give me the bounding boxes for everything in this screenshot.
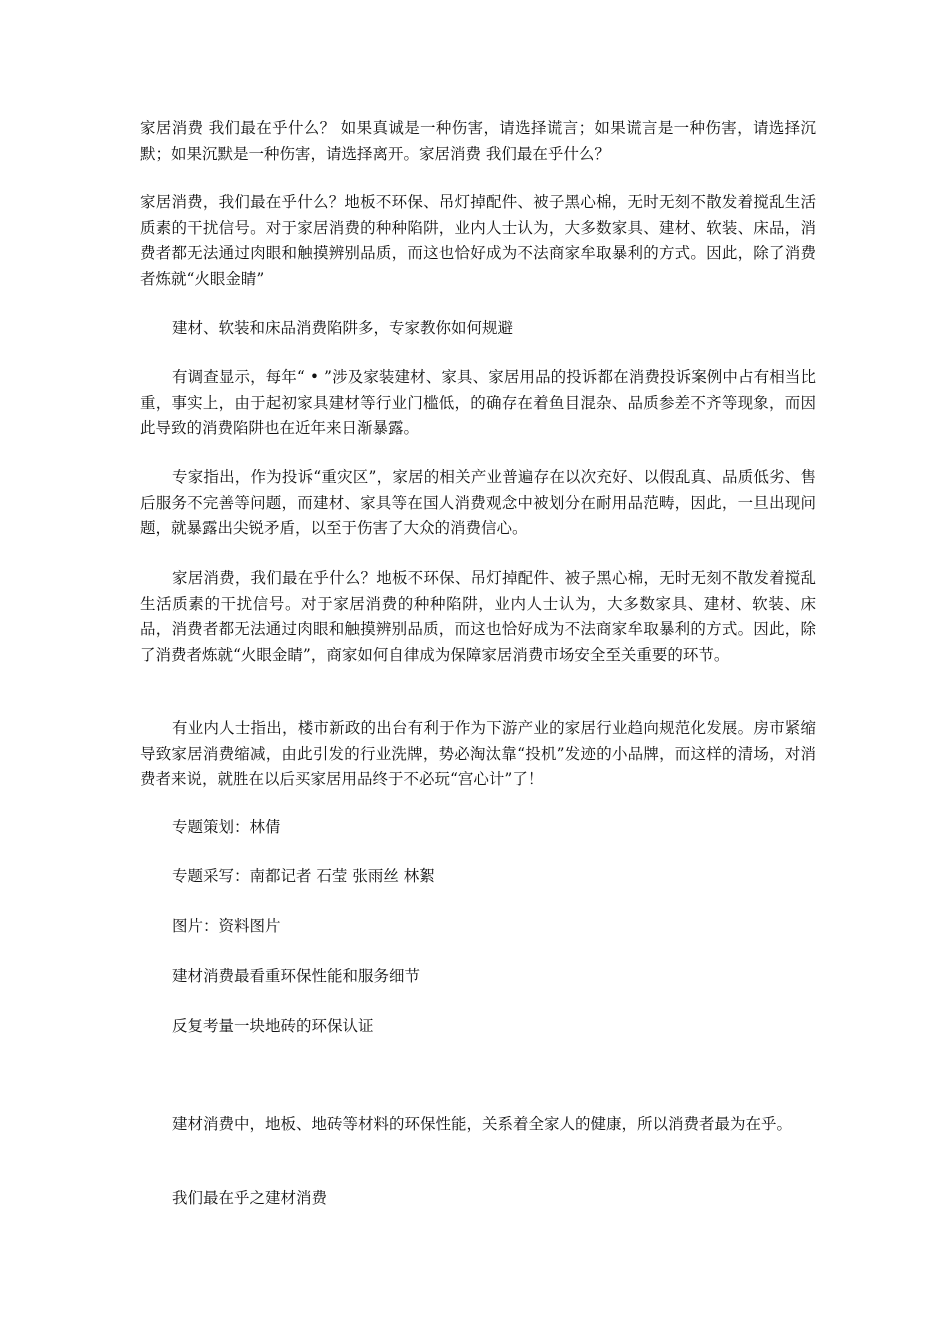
article-subtitle: 建材、软装和床品消费陷阱多，专家教你如何规避 (172, 319, 514, 337)
section-heading-2: 反复考量一块地砖的环保认证 (172, 1017, 374, 1035)
credit-planning: 专题策划：林倩 (172, 818, 281, 836)
credit-photo: 图片：资料图片 (172, 917, 281, 935)
section-heading-3: 我们最在乎之建材消费 (172, 1189, 328, 1207)
body-paragraph-2: 专家指出，作为投诉“重灾区”，家居的相关产业普遍存在以次充好、以假乱真、品质低劣、售后服务不完善等问题，而建材、家具等在国人消费观念中被划分在耐用品范畴，因此，一旦出现问题，就暴露出尖锐矛盾，以至于伤害了大众的消费信心。 (140, 468, 816, 537)
section-heading-1: 建材消费最看重环保性能和服务细节 (172, 967, 421, 985)
intro-paragraph: 家居消费 我们最在乎什么？ 如果真诚是一种伤害，请选择谎言；如果谎言是一种伤害，请选择沉默；如果沉默是一种伤害，请选择离开。家居消费 我们最在乎什么？ (140, 119, 816, 163)
body-paragraph-4: 有业内人士指出，楼市新政的出台有利于作为下游产业的家居行业趋向规范化发展。房市紧缩导致家居消费缩减，由此引发的行业洗牌，势必淘汰靠“投机”发迹的小品牌，而这样的清场，对消费者来说，就胜在以后买家居用品终于不必玩“宫心计”了！ (140, 719, 816, 788)
summary-paragraph: 家居消费，我们最在乎什么？地板不环保、吊灯掉配件、被子黑心棉，无时无刻不散发着搅乱生活质素的干扰信号。对于家居消费的种种陷阱，业内人士认为，大多数家具、建材、软装、床品，消费者都无法通过肉眼和触摸辨别品质，而这也恰好成为不法商家牟取暴利的方式。因此，除了消费者炼就“火眼金睛” (140, 193, 816, 288)
credit-writing: 专题采写：南都记者 石莹 张雨丝 林絮 (172, 867, 435, 885)
body-paragraph-1: 有调查显示，每年“ • ”涉及家装建材、家具、家居用品的投诉都在消费投诉案例中占有相当比重，事实上，由于起初家具建材等行业门槛低，的确存在着鱼目混杂、品质参差不齐等现象，而因此导致的消费陷阱也在近年来日渐暴露。 (140, 368, 816, 437)
body-paragraph-5: 建材消费中，地板、地砖等材料的环保性能，关系着全家人的健康，所以消费者最为在乎。 (172, 1115, 793, 1133)
body-paragraph-3: 家居消费，我们最在乎什么？地板不环保、吊灯掉配件、被子黑心棉，无时无刻不散发着搅乱生活质素的干扰信号。对于家居消费的种种陷阱，业内人士认为，大多数家具、建材、软装、床品，消费者都无法通过肉眼和触摸辨别品质，而这也恰好成为不法商家牟取暴利的方式。因此，除了消费者炼就“火眼金睛”，商家如何自律成为保障家居消费市场安全至关重要的环节。 (140, 569, 816, 664)
